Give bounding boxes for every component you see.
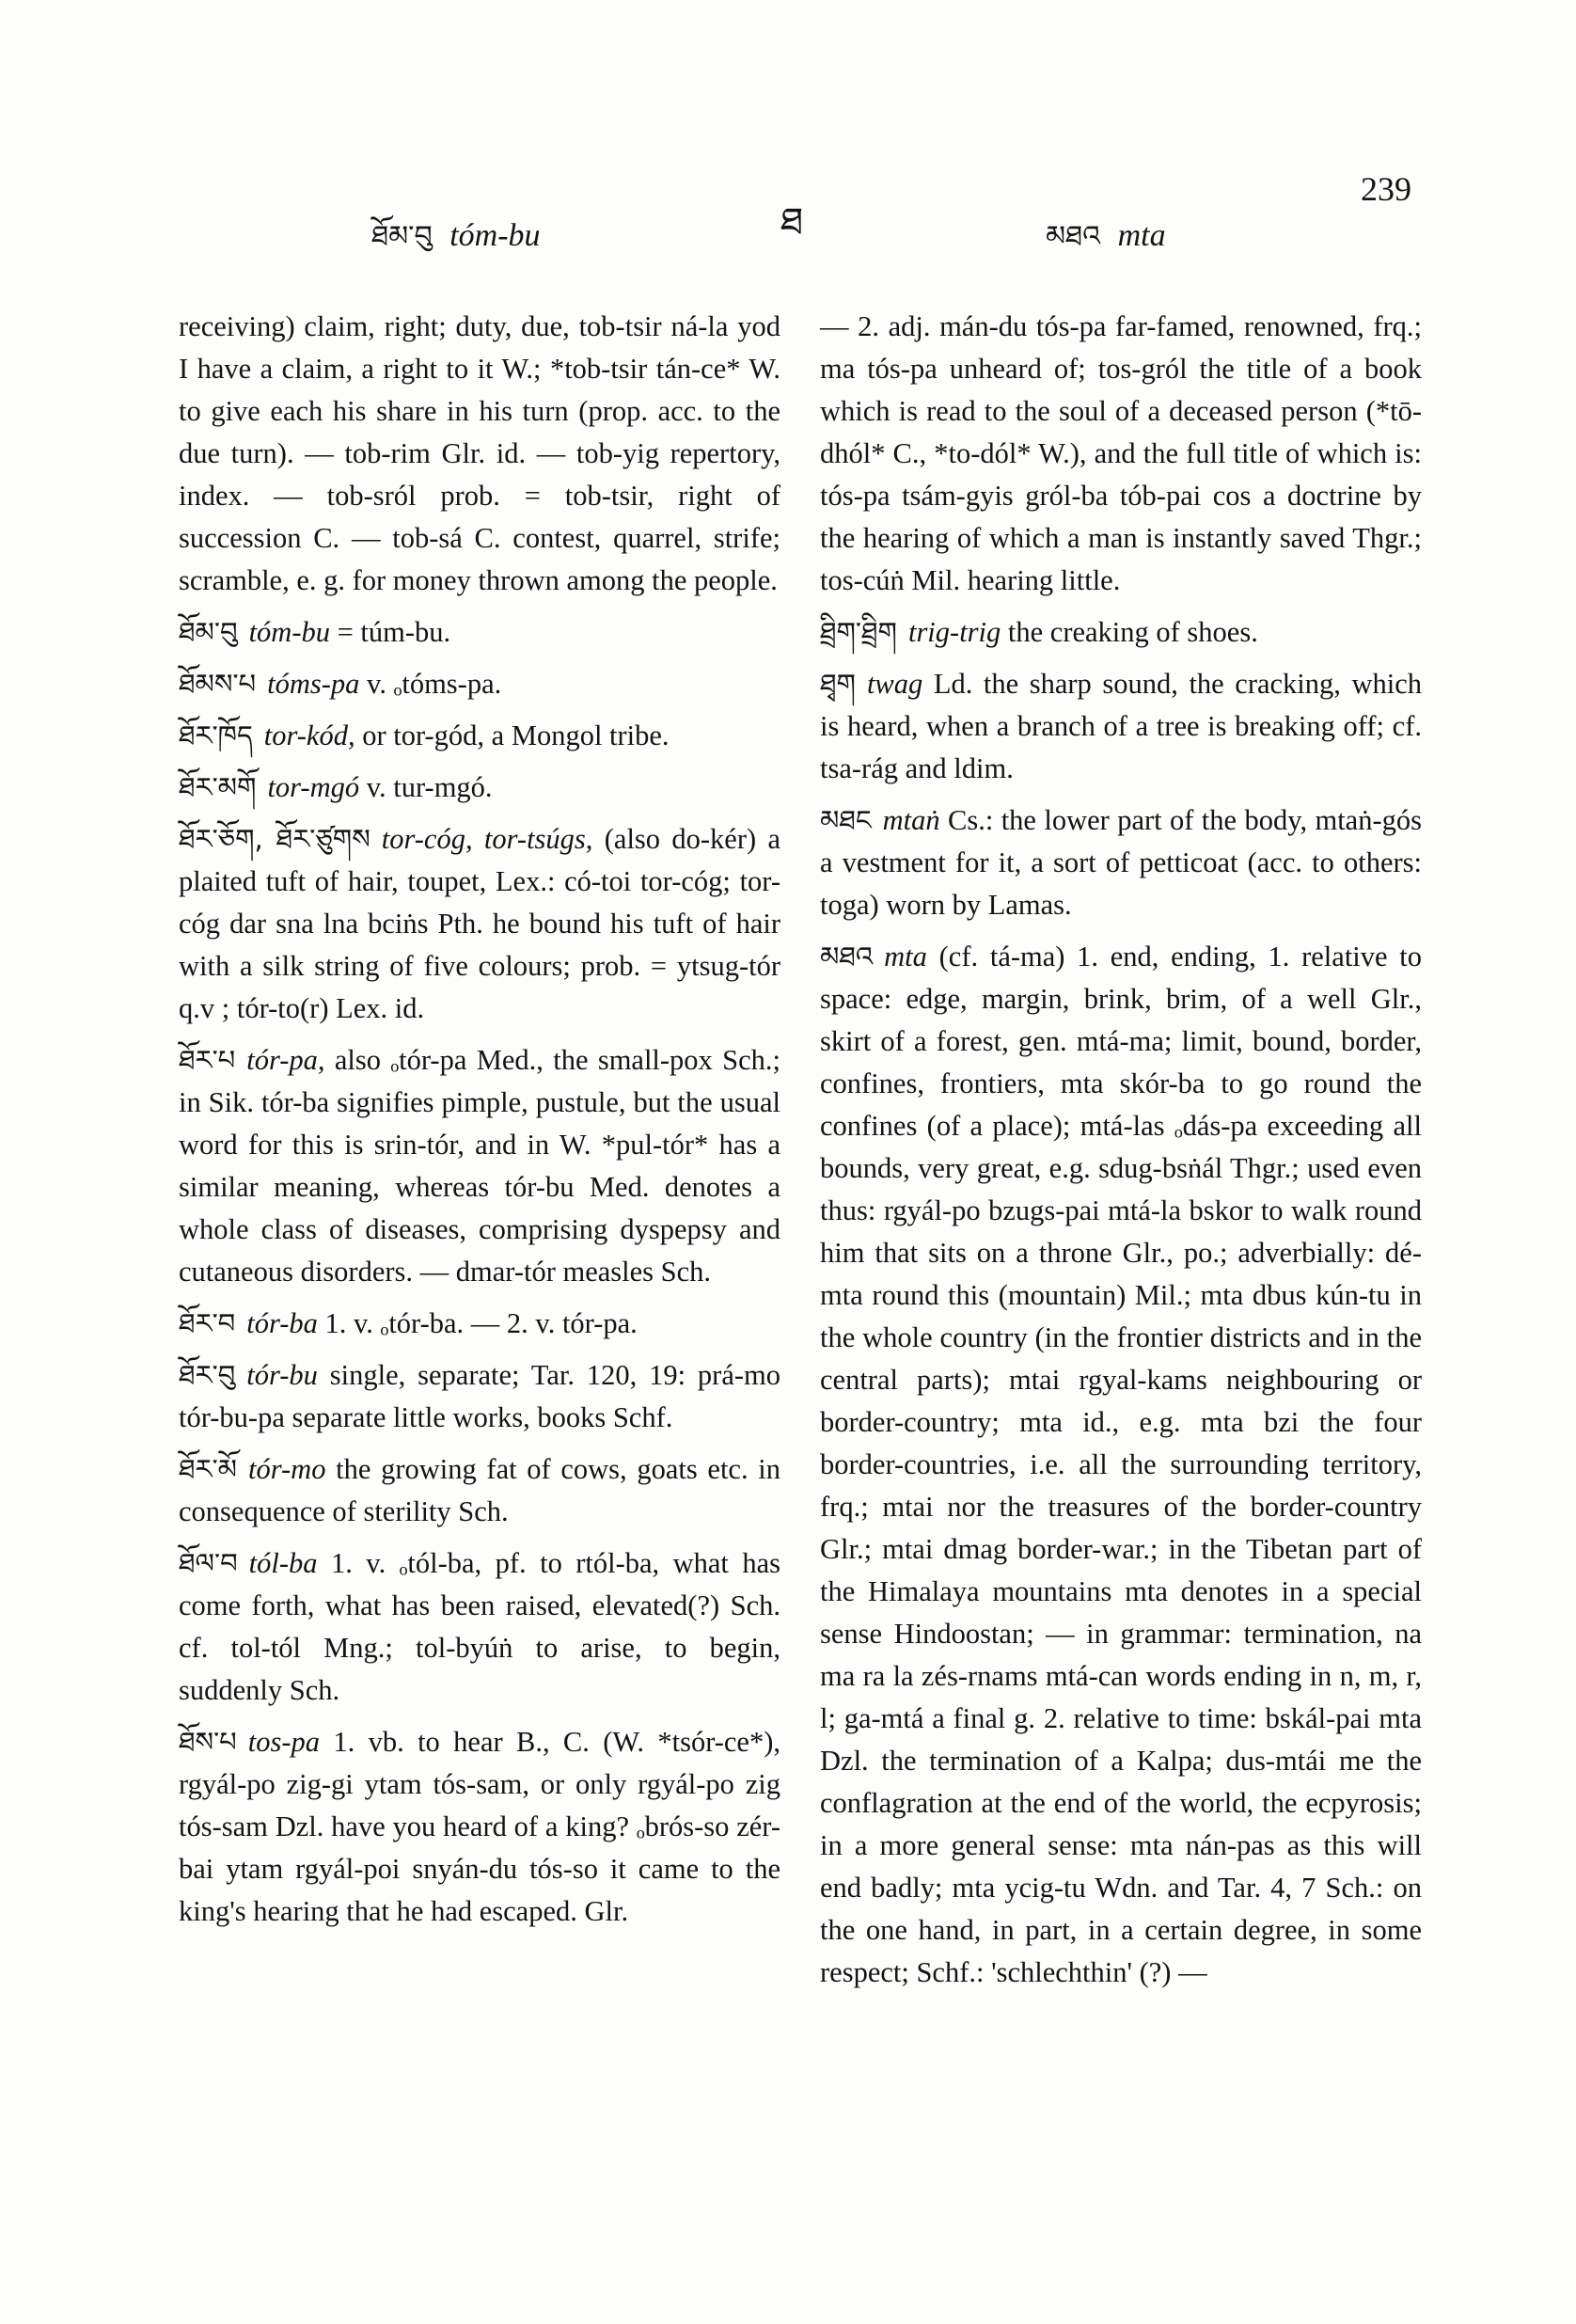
dictionary-entry [179,1303,780,1345]
entry-definition: 1. v. ₒtól-ba, pf. to rtól-ba, what has come forth, what has been raised, elevated(?) Sch. cf. tol-tól Mng.; tol-byúṅ to arise, to begin, suddenly Sch. [179,1547,781,1706]
dictionary-entry [820,799,1422,926]
running-head-left-tibetan: ཐོམ་བུ [371,220,433,253]
entry-romanized-headword: tór-bu [246,1359,318,1391]
entry-romanized-headword: tóms-pa [267,668,360,700]
dictionary-entry [820,663,1422,790]
entry-definition: single, separate; Tar. 120, 19: prá-mo tór-bu-pa separate little works, books Schf. [179,1359,780,1433]
entry-romanized-headword: tor-mgó [267,771,360,803]
dictionary-entry [820,611,1422,654]
entry-tibetan-headword: ཐོར་མོ [179,1453,238,1485]
entry-definition: Ld. the sharp sound, the cracking, which is heard, when a branch of a tree is breaking off; cf. tsa-rág and ldim. [820,668,1422,784]
dictionary-entry [179,1721,780,1933]
entry-definition: receiving) claim, right; duty, due, tob-tsir ná-la yod I have a claim, a right to it W.; *tob-tsir tán-ce* W. to give each his share in his turn (prop. acc. to the due turn). — tob-rim Glr. id. — tob-yig repertory, index. — tob-sról prob. = tob-tsir, right of succession C. — tob-sá C. contest, quarrel, strife; scramble, e. g. for money thrown among the people. [179,310,780,596]
entry-definition: v. ₒtóms-pa. [367,668,502,700]
entry-definition: Cs.: the lower part of the body, mtaṅ-gós a vestment for it, a sort of petticoat (acc. to others: toga) worn by Lamas. [820,804,1422,921]
entry-tibetan-headword: ཐོར་མགོ [179,771,257,803]
entry-romanized-headword: trig-trig [907,616,1001,648]
entry-definition: 1. v. ₒtór-ba. — 2. v. tór-pa. [324,1307,638,1339]
entry-tibetan-headword: ཐོས་པ [179,1726,237,1758]
dictionary-entry [179,1448,780,1533]
running-head-left [371,205,541,284]
dictionary-entry [179,1542,780,1712]
dictionary-entry [179,306,780,602]
entry-definition: — 2. adj. mán-du tós-pa far-famed, renowned, frq.; ma tós-pa unheard of; tos-gról the title of a book which is read to the soul of a deceased person (*tō-dhól* C., *to-dól* W.), and the full title of which is: tós-pa tsám-gyis gról-ba tób-pai cos a doctrine by the hearing of which a man is instantly saved Thgr.; tos-cúṅ Mil. hearing little. [820,310,1422,596]
entry-tibetan-headword: ཐོལ་བ [179,1547,238,1579]
entry-tibetan-headword: ཐོམས་པ [179,668,257,700]
entry-romanized-headword: mtaṅ [882,804,940,836]
right-column [820,306,1422,2003]
entry-romanized-headword: tóm-bu [248,616,330,648]
entry-definition: (also do-kér) a plaited tuft of hair, toupet, Lex.: có-toi tor-cóg; tor-cóg dar sna lna bciṅs Pth. he bound his tuft of hair with a silk string of five colours; prob. = ytsug-tór q.v ; tór-to(r) Lex. id. [179,823,781,1024]
dictionary-entry [179,663,780,705]
entry-romanized-headword: tór-pa, [246,1044,325,1076]
entry-romanized-headword: tor-kód, [263,719,355,751]
entry-tibetan-headword: ཐོར་ཁོད [179,719,253,751]
entry-tibetan-headword: ཐོར་བུ [179,1359,236,1391]
entry-definition: the creaking of shoes. [1007,616,1258,648]
entry-tibetan-headword: མཐའ [820,941,874,972]
dictionary-entry [179,611,780,654]
entry-romanized-headword: tos-pa [247,1726,321,1758]
entry-romanized-headword: mta [884,941,927,972]
running-head-right-roman: mta [1117,218,1166,253]
entry-tibetan-headword: ཐོར་བ [179,1307,236,1339]
entry-definition: = túm-bu. [337,616,451,648]
entry-definition: (cf. tá-ma) 1. end, ending, 1. relative to space: edge, margin, brink, brim, of a well Glr., skirt of a forest, gen. mtá-ma; limit, bound, border, confines, frontiers, mta skór-ba to go round the confines (of a place); mtá-las ₒdás-pa exceeding all bounds, very great, e.g. sdug-bsṅál Thgr.; used even thus: rgyál-po bzugs-pai mtá-la bskor to walk round him that sits on a throne Glr., po.; adverbially: dé-mta round this (mountain) Mil.; mta dbus kún-tu in the whole country (in the frontier districts and in the central parts); mtai rgyal-kams neighbouring or border-country; mta id., e.g. mta bzi the four border-countries, i.e. all the surrounding territory, frq.; mtai nor the treasures of the border-country Glr.; mtai dmag border-war.; in the Tibetan part of the Himalaya mountains mta denotes in a special sense Hindoostan; — in grammar: termination, na ma ra la zés-rnams mtá-can words ending in n, m, r, l; ga-mtá a final g. 2. relative to time: bskál-pai mta Dzl. the termination of a Kalpa; dus-mtái me the conflagration at the end of the world, the ecpyrosis; in a more general sense: mta nán-pas as this will end badly; mta ycig-tu Wdn. and Tar. 4, 7 Sch.: on the one hand, in part, in a certain degree, in some respect; Schf.: 'schlechthin' (?) — [820,941,1423,1988]
entry-romanized-headword: tól-ba [248,1547,318,1579]
entry-tibetan-headword: ཐོར་པ [179,1044,236,1076]
dictionary-entry [179,818,780,1030]
dictionary-entry [179,1039,780,1293]
entry-romanized-headword: tór-mo [248,1453,326,1485]
entry-romanized-headword: twag [866,668,923,700]
entry-tibetan-headword: མཐང [820,804,872,836]
entry-romanized-headword: tór-ba [246,1307,318,1339]
entry-definition: 1. vb. to hear B., C. (W. *tsór-ce*), rgyál-po zig-gi ytam tós-sam, or only rgyál-po zig tós-sam Dzl. have you heard of a king? ₒbrós-so zér-bai ytam rgyál-poi snyán-du tós-so it came to the king's hearing that he had escaped. Glr. [179,1726,780,1927]
running-head-left-roman: tóm-bu [449,218,541,253]
page-header [0,169,1576,254]
running-head-right-tibetan: མཐའ [1046,220,1101,253]
dictionary-entry [820,306,1422,602]
dictionary-entry [179,767,780,809]
dictionary-entry [820,936,1422,1994]
page-number: 239 [1361,170,1411,208]
entry-definition: the growing fat of cows, goats etc. in consequence of sterility Sch. [179,1453,780,1527]
entry-romanized-headword: tor-cóg, tor-tsúgs, [381,823,593,855]
entry-tibetan-headword: ཐོམ་བུ [179,616,238,648]
dictionary-entry [179,1354,780,1439]
entry-tibetan-headword: ཐོར་ཅོག, ཐོར་ཙུགས [179,823,370,855]
running-head-right [1046,205,1166,284]
entry-definition: or tor-gód, a Mongol tribe. [362,719,670,751]
entry-definition: also ₒtór-pa Med., the small-pox Sch.; in Sik. tór-ba signifies pimple, pustule, but the usual word for this is srin-tór, and in W. *pul-tór* has a similar meaning, whereas tór-bu Med. denotes a whole class of diseases, comprising dyspepsy and cutaneous disorders. — dmar-tór measles Sch. [179,1044,781,1288]
entry-tibetan-headword: ཐྭག [820,668,856,700]
section-letter: ཐ [780,200,804,243]
dictionary-entry [179,715,780,757]
entry-definition: v. tur-mgó. [366,771,493,803]
entry-tibetan-headword: ཐྲིག་ཐྲིག [820,616,897,648]
left-column [179,306,780,1942]
